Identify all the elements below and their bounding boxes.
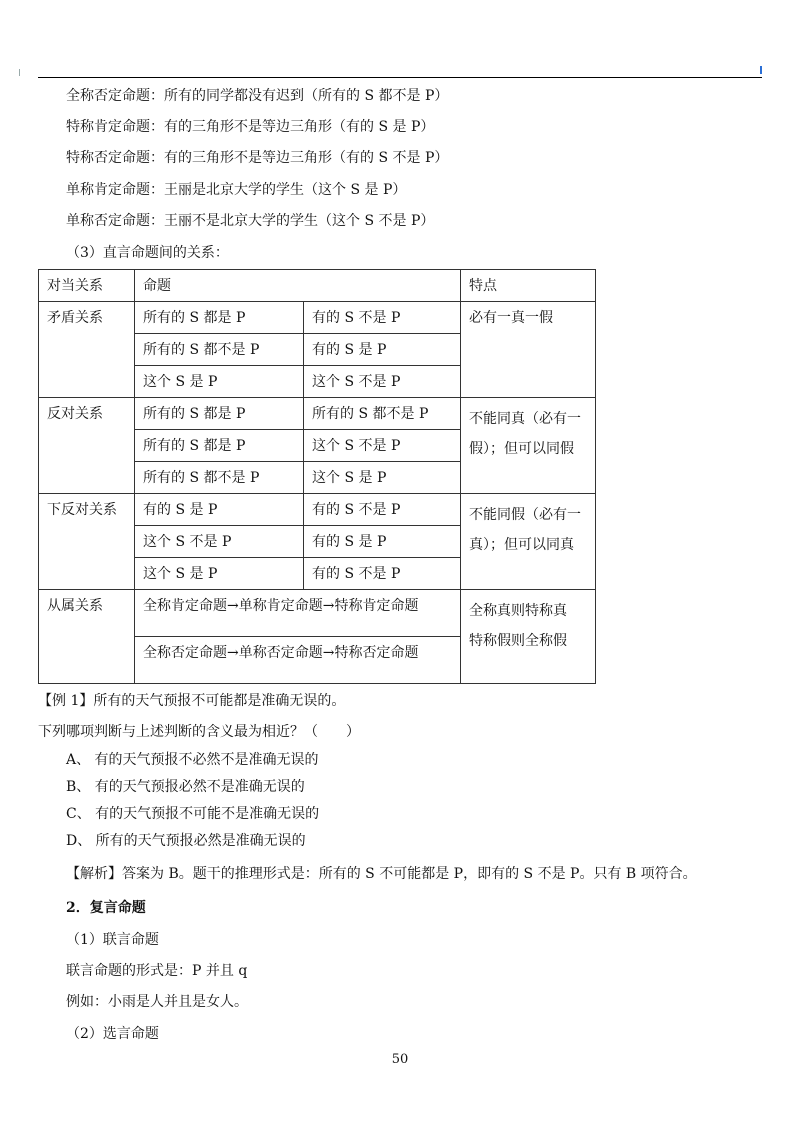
option-item: C、 有的天气预报不可能不是准确无误的: [66, 806, 320, 822]
proposition-cell: 所有的 S 都是 P: [135, 398, 304, 430]
feature-cell: 必有一真一假: [461, 302, 596, 398]
proposition-cell: 所有的 S 都不是 P: [135, 462, 304, 494]
relation-cell: 矛盾关系: [39, 302, 135, 398]
list-item: 单称否定命题：王丽不是北京大学的学生（这个 S 不是 P）: [66, 213, 435, 229]
subsection-heading: （2）选言命题: [66, 1026, 159, 1042]
header-relation: 对当关系: [39, 270, 135, 302]
proposition-cell: 这个 S 不是 P: [135, 526, 304, 558]
proposition-cell: 所有的 S 都是 P: [135, 302, 304, 334]
feature-cell: [461, 590, 596, 684]
table-row: [39, 494, 596, 526]
subsection-heading: （1）联言命题: [66, 932, 159, 948]
proposition-cell: 有的 S 不是 P: [304, 558, 461, 590]
proposition-cell: 所有的 S 都不是 P: [135, 334, 304, 366]
option-item: D、 所有的天气预报必然是准确无误的: [66, 833, 306, 849]
list-item: 特称否定命题：有的三角形不是等边三角形（有的 S 不是 P）: [66, 150, 449, 166]
table-row: [39, 590, 596, 637]
table-row: [39, 302, 596, 334]
proposition-cell: 这个 S 是 P: [304, 462, 461, 494]
list-item: 特称肯定命题：有的三角形不是等边三角形（有的 S 是 P）: [66, 119, 435, 135]
relation-cell: 下反对关系: [39, 494, 135, 590]
option-item: B、 有的天气预报必然不是准确无误的: [66, 779, 305, 795]
header-proposition: 命题: [135, 270, 461, 302]
proposition-cell: 这个 S 不是 P: [304, 430, 461, 462]
proposition-cell: 有的 S 是 P: [135, 494, 304, 526]
proposition-cell: 这个 S 不是 P: [304, 366, 461, 398]
proposition-cell: 所有的 S 都不是 P: [304, 398, 461, 430]
proposition-chain-cell: 全称否定命题→单称否定命题→特称否定命题: [135, 637, 461, 684]
proposition-cell: 有的 S 不是 P: [304, 302, 461, 334]
example-question: 下列哪项判断与上述判断的含义最为相近？（ ）: [38, 724, 360, 740]
option-item: A、 有的天气预报不必然不是准确无误的: [66, 752, 319, 768]
proposition-cell: 所有的 S 都是 P: [135, 430, 304, 462]
body-text: 联言命题的形式是：P 并且 q: [66, 963, 248, 979]
list-item: 全称否定命题：所有的同学都没有迟到（所有的 S 都不是 P）: [66, 88, 449, 104]
table-header-row: [39, 270, 596, 302]
table-row: [39, 398, 596, 430]
section-heading: （3）直言命题间的关系：: [66, 245, 229, 261]
proposition-cell: 有的 S 是 P: [304, 526, 461, 558]
analysis-text: 【解析】答案为 B。题干的推理形式是：所有的 S 不可能都是 P，即有的 S 不是 P。只有 B 项符合。: [66, 866, 697, 882]
list-item: 单称肯定命题：王丽是北京大学的学生（这个 S 是 P）: [66, 182, 407, 198]
proposition-cell: 这个 S 是 P: [135, 366, 304, 398]
feature-line: 全称真则特称真: [469, 603, 567, 619]
proposition-cell: 有的 S 不是 P: [304, 494, 461, 526]
proposition-chain-cell: 全称肯定命题→单称肯定命题→特称肯定命题: [135, 590, 461, 637]
relation-cell: 反对关系: [39, 398, 135, 494]
header-rule: [38, 77, 762, 78]
proposition-cell: 这个 S 是 P: [135, 558, 304, 590]
proposition-cell: 有的 S 是 P: [304, 334, 461, 366]
relation-cell: 从属关系: [39, 590, 135, 684]
page-number: 50: [391, 1052, 409, 1067]
relations-table: [38, 269, 596, 684]
body-text: 例如：小雨是人并且是女人。: [66, 994, 248, 1010]
margin-mark-left: [19, 69, 20, 76]
feature-cell: 不能同假（必有一真）；但可以同真: [461, 494, 596, 590]
section-heading: 2．复言命题: [66, 900, 146, 916]
header-feature: 特点: [461, 270, 596, 302]
example-title: 【例 1】所有的天气预报不可能都是准确无误的。: [38, 693, 346, 709]
feature-cell: 不能同真（必有一假）；但可以同假: [461, 398, 596, 494]
feature-line: 特称假则全称假: [469, 633, 567, 649]
margin-mark-right: [760, 66, 762, 74]
